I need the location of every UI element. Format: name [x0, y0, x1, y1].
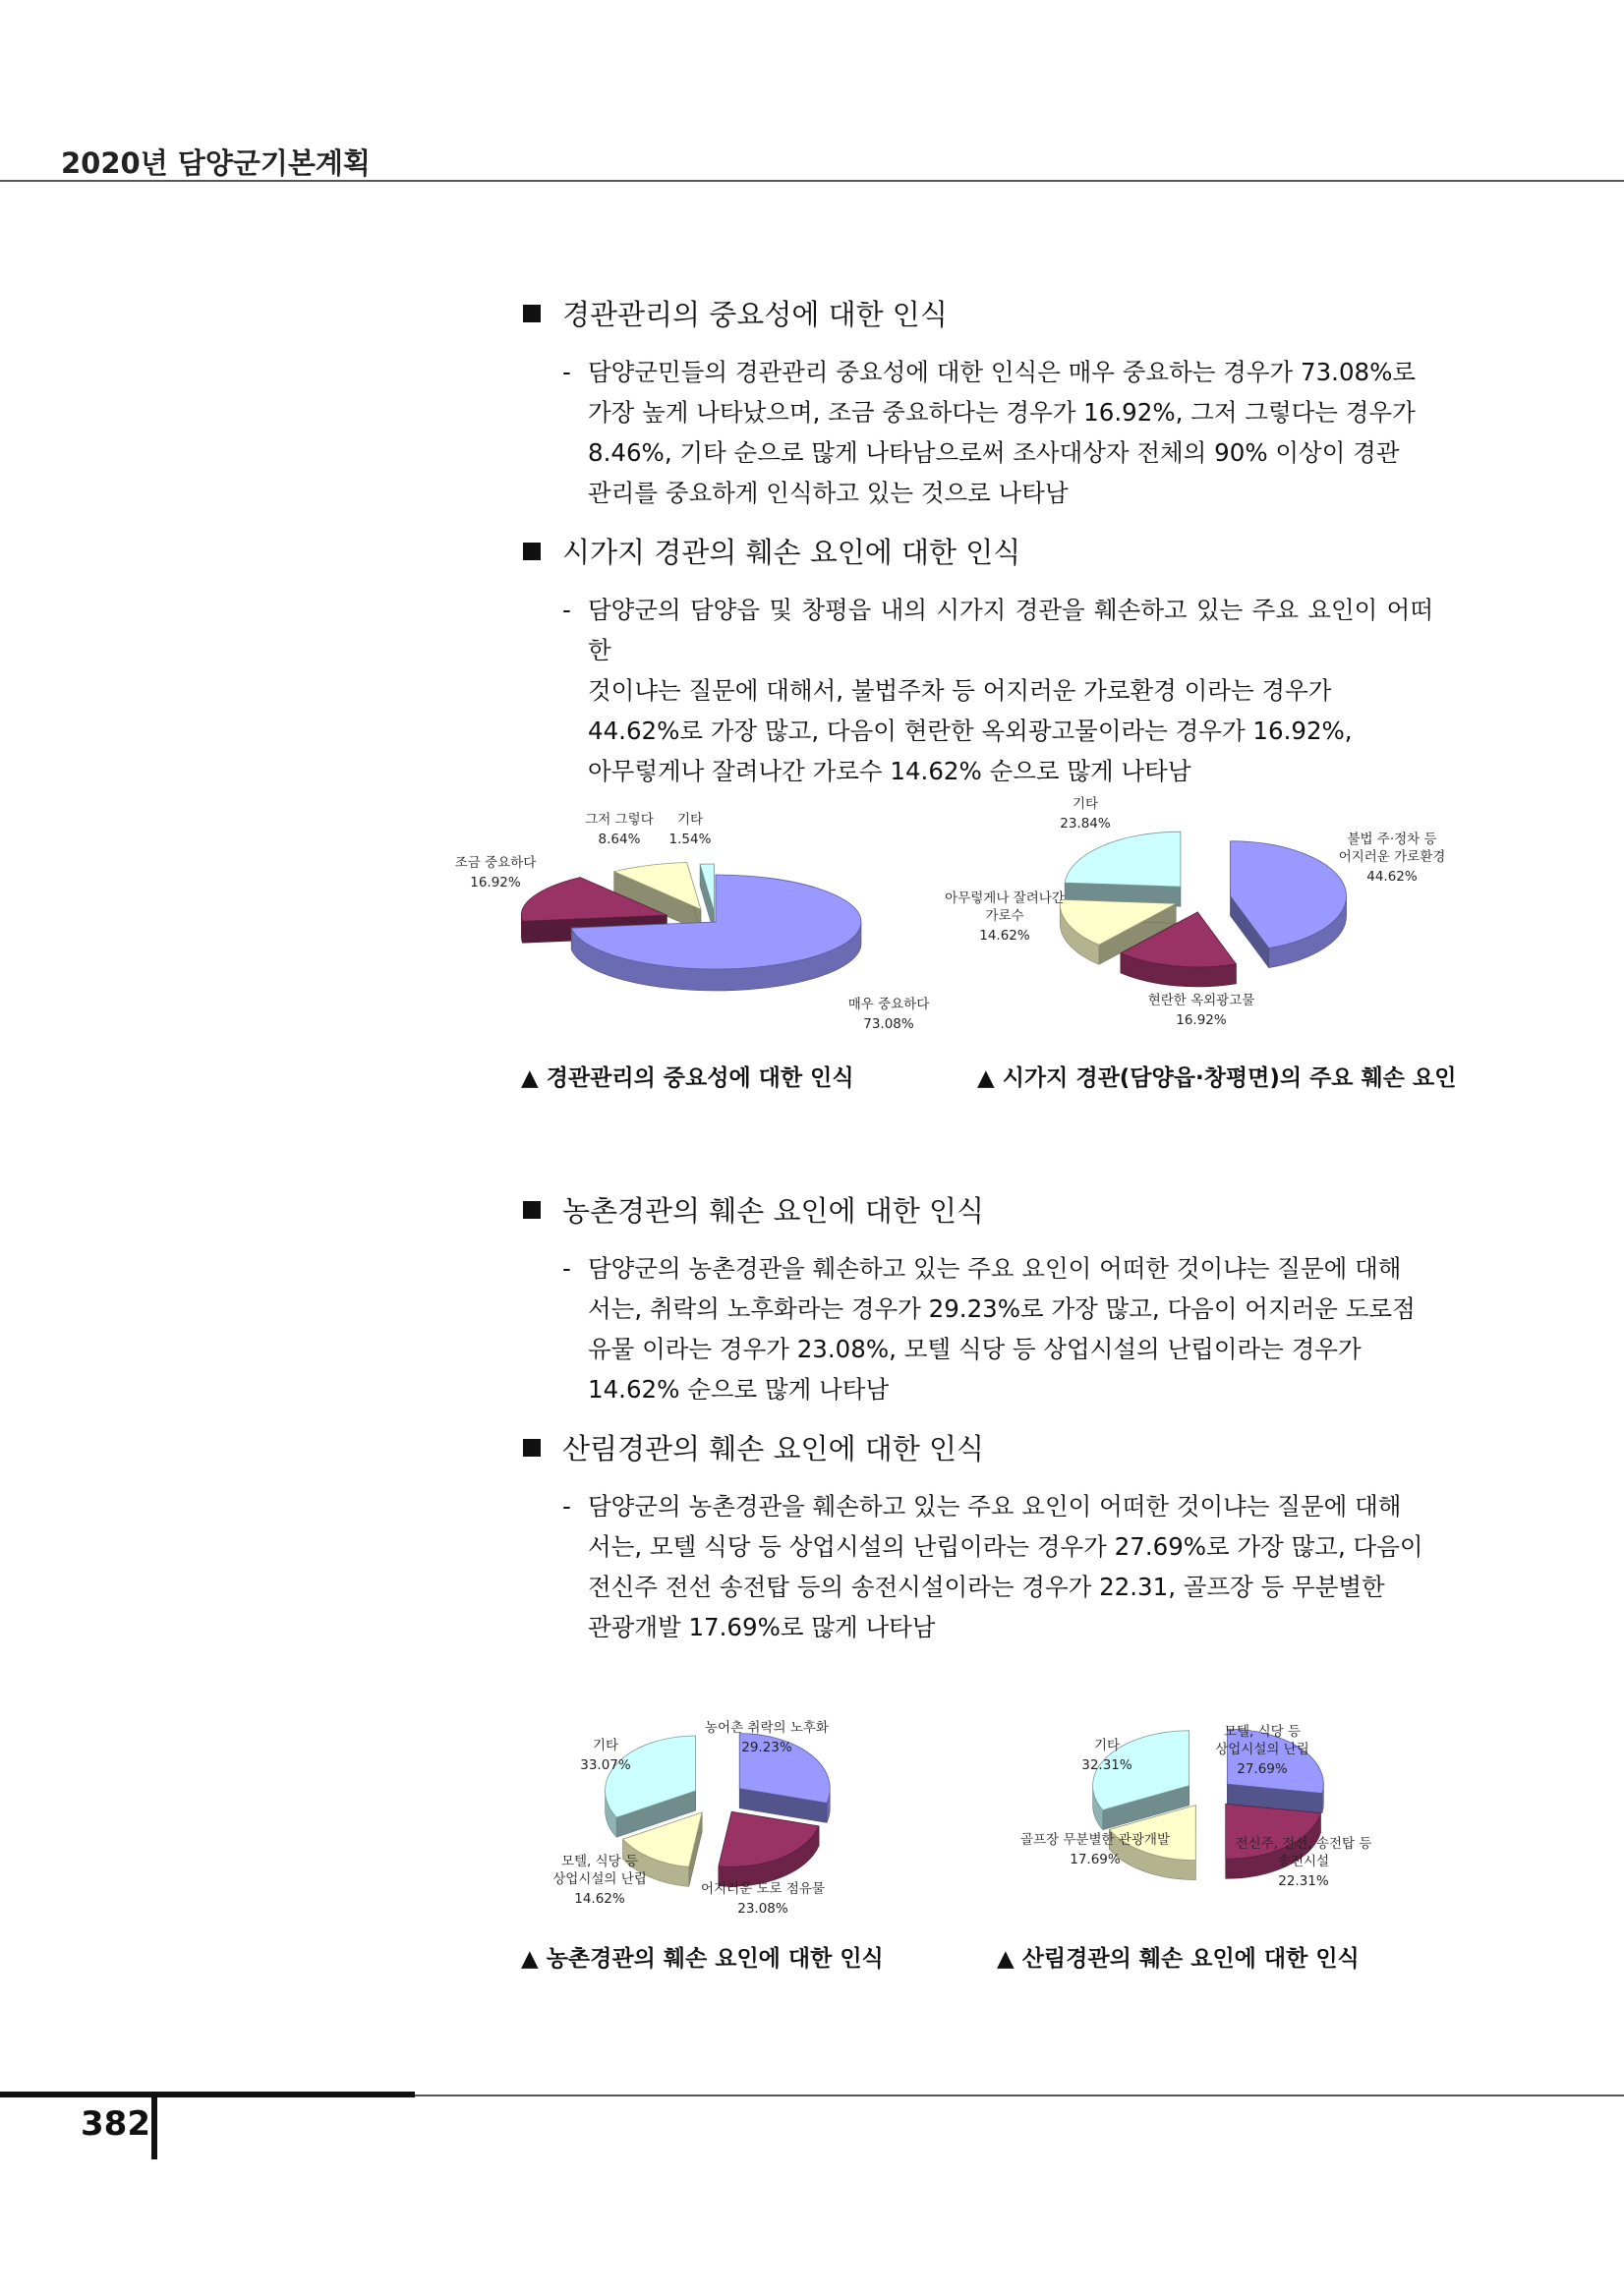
section-1-line-3: 8.46%, 기타 순으로 많게 나타남으로써 조사대상자 전체의 90% 이상이 경관: [588, 438, 1400, 467]
chart-3-label-3-value: 33.07%: [580, 1757, 631, 1773]
header-rule: [0, 180, 1624, 182]
pie-slices: [606, 1734, 831, 1887]
section-3-paragraph: [562, 1248, 1433, 1409]
section-2-heading: [523, 531, 1020, 571]
footer-rule: [415, 2095, 1624, 2096]
section-3-title: 농촌경관의 훼손 요인에 대한 인식: [562, 1194, 985, 1228]
chart-4-label-3-name: 기타: [1093, 1738, 1121, 1753]
dash-marker: -: [562, 596, 571, 624]
chart-2-slice-3: [1065, 832, 1181, 887]
chart-1-label-1-value: 16.92%: [470, 875, 521, 890]
dash-marker: -: [562, 1254, 571, 1283]
section-1-line-4: 관리를 중요하게 인식하고 있는 것으로 나타남: [588, 479, 1069, 507]
chart-2-label-0-value: 44.62%: [1366, 869, 1418, 885]
section-3-line-2: 서는, 취락의 노후화라는 경우가 29.23%로 가장 많고, 다음이 어지러운 도로점: [588, 1294, 1416, 1323]
chart-3-label-1-name: 어지러운 도로 점유물: [701, 1881, 825, 1897]
page-number-divider: [151, 2095, 157, 2159]
chart-1-label-2-name: 그저 그렇다: [585, 812, 654, 828]
pie-chart-urban-damage-factors: [940, 790, 1471, 1040]
chart-3-label-0-value: 29.23%: [741, 1740, 792, 1755]
square-bullet-icon: [523, 305, 541, 322]
chart-2-label-2-name-line-1: 아무렇게나 잘려나간: [945, 890, 1065, 906]
chart-2-caption: ▲ 시가지 경관(담양읍·창평면)의 주요 훼손 요인: [977, 1065, 1457, 1091]
chart-3-label-2-name-line-2: 상업시설의 난립: [552, 1871, 647, 1887]
dash-marker: -: [562, 358, 571, 386]
chart-2-label-2-value: 14.62%: [979, 928, 1030, 944]
section-2-line-4: 아무렇게나 잘려나간 가로수 14.62% 순으로 많게 나타남: [588, 757, 1191, 785]
section-2-title: 시가지 경관의 훼손 요인에 대한 인식: [562, 536, 1021, 569]
chart-3-caption: ▲ 농촌경관의 훼손 요인에 대한 인식: [521, 1946, 884, 1972]
chart-3-label-2-name-line-1: 모텔, 식당 등: [560, 1854, 639, 1869]
square-bullet-icon: [523, 1201, 541, 1219]
section-1-paragraph: [562, 352, 1433, 513]
chart-1-label-2-value: 8.64%: [598, 832, 641, 847]
chart-1-caption: ▲ 경관관리의 중요성에 대한 인식: [521, 1065, 854, 1091]
section-3-line-3: 유물 이라는 경우가 23.08%, 모텔 식당 등 상업시설의 난립이라는 경우가: [588, 1335, 1362, 1363]
chart-1-label-3-value: 1.54%: [668, 832, 712, 847]
section-4-paragraph: [562, 1486, 1433, 1647]
pie-slices: [521, 863, 861, 991]
chart-1-label-3-name: 기타: [676, 812, 704, 828]
chart-4-label-1-value: 22.31%: [1278, 1873, 1329, 1889]
chart-4-label-1-name-line-2: 송전시설: [1277, 1854, 1330, 1869]
chart-2-label-3-value: 23.84%: [1060, 816, 1111, 832]
section-4-line-1: 담양군의 농촌경관을 훼손하고 있는 주요 요인이 어떠한 것이냐는 질문에 대해: [588, 1492, 1402, 1521]
footer-bar: [0, 2092, 415, 2097]
pie-chart-landscape-importance: [448, 794, 959, 1040]
chart-2-label-3-name: 기타: [1072, 796, 1099, 812]
chart-4-label-0-value: 27.69%: [1237, 1761, 1288, 1777]
chart-2-label-0-name-line-1: 불법 주·정차 등: [1347, 832, 1437, 847]
section-2-line-1: 담양군의 담양읍 및 창평읍 내의 시가지 경관을 훼손하고 있는 주요 요인이 어떠한: [588, 596, 1433, 664]
chart-3-label-2-value: 14.62%: [574, 1891, 625, 1907]
chart-1-label-0-value: 73.08%: [863, 1016, 914, 1032]
section-3-line-4: 14.62% 순으로 많게 나타남: [588, 1375, 890, 1404]
section-2-paragraph: [562, 590, 1433, 791]
pie-chart-forest-damage-factors: [1016, 1689, 1429, 1915]
pie-slices: [1060, 832, 1346, 987]
section-1-heading: [523, 293, 948, 333]
chart-2-label-2-name-line-2: 가로수: [985, 908, 1024, 924]
chart-1-label-0-name: 매우 중요하다: [847, 997, 930, 1012]
chart-4-label-2-value: 17.69%: [1070, 1852, 1121, 1867]
dash-marker: -: [562, 1492, 571, 1521]
section-1-title: 경관관리의 중요성에 대한 인식: [562, 298, 948, 331]
pie-chart-rural-damage-factors: [539, 1689, 932, 1924]
section-4-title: 산림경관의 훼손 요인에 대한 인식: [562, 1432, 985, 1465]
chart-4-label-0-name-line-1: 모텔, 식당 등: [1223, 1724, 1302, 1740]
section-1-line-2: 가장 높게 나타났으며, 조금 중요하다는 경우가 16.92%, 그저 그렇다는 경우가: [588, 398, 1416, 427]
section-2-line-3: 44.62%로 가장 많고, 다음이 현란한 옥외광고물이라는 경우가 16.92%,: [588, 717, 1353, 745]
chart-2-label-0-name-line-2: 어지러운 가로환경: [1338, 849, 1446, 865]
section-4-line-4: 관광개발 17.69%로 많게 나타남: [588, 1613, 936, 1641]
square-bullet-icon: [523, 1439, 541, 1457]
section-4-line-2: 서는, 모텔 식당 등 상업시설의 난립이라는 경우가 27.69%로 가장 많고, 다음이: [588, 1532, 1423, 1561]
chart-3-label-0-name: 농어촌 취락의 노후화: [705, 1720, 829, 1736]
chart-4-label-1-name-line-1: 전신주, 전선, 송전탑 등: [1235, 1836, 1372, 1852]
chart-2-label-1-value: 16.92%: [1176, 1012, 1227, 1028]
chart-2-label-1-name: 현란한 옥외광고물: [1147, 993, 1255, 1008]
page-number: 382: [81, 2104, 150, 2144]
section-3-heading: [523, 1189, 984, 1230]
section-4-line-3: 전신주 전선 송전탑 등의 송전시설이라는 경우가 22.31, 골프장 등 무분별한: [588, 1573, 1385, 1601]
section-2-line-2: 것이냐는 질문에 대해서, 불법주차 등 어지러운 가로환경 이라는 경우가: [588, 676, 1332, 705]
chart-4-label-0-name-line-2: 상업시설의 난립: [1215, 1742, 1309, 1757]
document-header-title: 2020년 담양군기본계획: [61, 146, 371, 180]
square-bullet-icon: [523, 543, 541, 560]
chart-4-label-2-name: 골프장 무분별한 관광개발: [1019, 1832, 1171, 1848]
chart-4-caption: ▲ 산림경관의 훼손 요인에 대한 인식: [997, 1946, 1360, 1972]
section-1-line-1: 담양군민들의 경관관리 중요성에 대한 인식은 매우 중요하는 경우가 73.08%로: [588, 358, 1417, 386]
chart-4-label-3-value: 32.31%: [1081, 1757, 1132, 1773]
section-4-heading: [523, 1427, 984, 1467]
section-3-line-1: 담양군의 농촌경관을 훼손하고 있는 주요 요인이 어떠한 것이냐는 질문에 대해: [588, 1254, 1402, 1283]
chart-3-label-3-name: 기타: [592, 1738, 619, 1753]
chart-3-label-1-value: 23.08%: [737, 1901, 788, 1917]
chart-1-label-1-name: 조금 중요하다: [454, 855, 537, 871]
